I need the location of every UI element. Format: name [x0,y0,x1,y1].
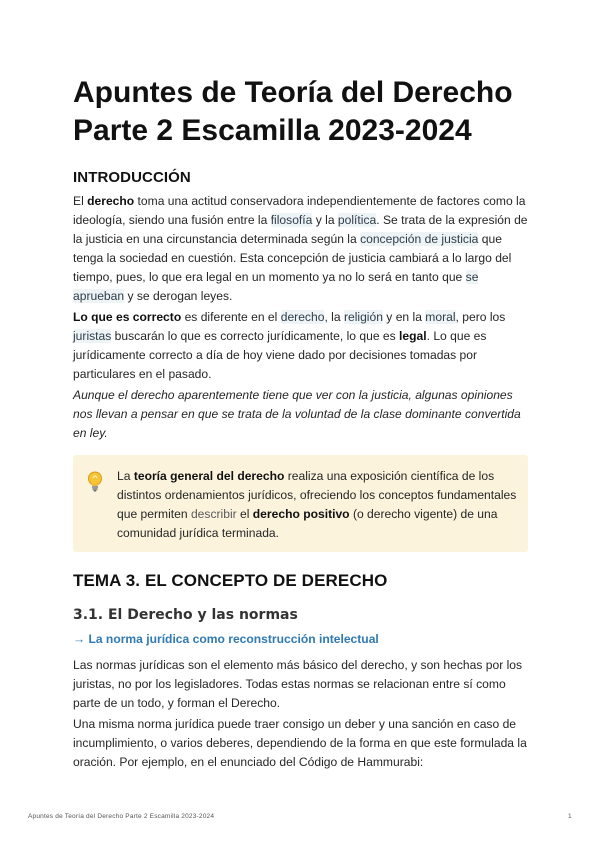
text: realiza una exposición científica de los distintos ordenamientos jurídicos, ofreciendo los conceptos fundamentales que permiten [117,469,517,521]
bold-term: derecho [87,194,135,208]
bold-term: Lo que es correcto [73,310,182,324]
document-title: Apuntes de Teoría del Derecho Parte 2 Escamilla 2023-2024 [73,76,513,147]
tema-heading: TEMA 3. EL CONCEPTO DE DERECHO [73,571,388,590]
paragraph-norma-juridica: Una misma norma jurídica puede traer consigo un deber y una sanción en caso de incumplimiento, o varios deberes, dependiendo de la forma en que este formulada la oración. Por ejemplo, en el enunciado del Código de Hammurabi: [73,717,527,769]
page-footer: Apuntes de Teoría del Derecho Parte 2 Escamilla 2023-2024 [28,813,215,820]
intro-heading: INTRODUCCIÓN [73,169,191,186]
highlight-term: moral [425,310,456,324]
text: que tenga la sociedad en cuestión. Esta concepción de justicia cambiará a lo largo del tiempo, pues, lo que era legal en un momento ya no lo será en tanto que [73,232,512,284]
bold-term: derecho positivo [252,507,350,521]
highlight-term: política [337,213,377,227]
section-subheading: 3.1. El Derecho y las normas [73,607,298,623]
text: y la [312,213,338,227]
text: . Lo que es jurídicamente correcto a día de hoy viene dado por decisiones tomadas por particulares en el pasado. [73,329,487,381]
text: y se derogan leyes. [124,289,233,303]
text: (o derecho vigente) de una comunidad jurídica terminada. [117,507,498,540]
text: , pero los [455,310,506,324]
text: La [117,469,134,483]
bold-term: legal [399,329,427,343]
highlight-term: filosofía [270,213,313,227]
text: y en la [382,310,426,324]
text: . Se trata de la expresión de la justicia en una circunstancia determinada según la [73,213,528,246]
highlight-term: concepción de justicia [360,232,479,246]
lightbulb-icon [87,471,103,493]
highlight-term: se aprueban [73,270,479,303]
highlight-term: religión [343,310,383,324]
section-link[interactable]: → La norma jurídica como reconstrucción intelectual [73,632,379,646]
muted-term: describir [190,507,237,521]
text: buscarán lo que es correcto jurídicamente, lo que es [111,329,400,343]
highlight-term: derecho [280,310,325,324]
text: es diferente en el [181,310,281,324]
paragraph-intro [73,192,529,306]
callout-text [117,467,521,543]
paragraph-normas: Las normas jurídicas son el elemento más básico del derecho, y son hechas por los juristas, no por los legisladores. Todas estas normas se relacionan entre sí como parte de un todo, y forman el Derecho. [73,658,523,710]
text: el [236,507,253,521]
callout-box [73,455,528,552]
paragraph-italic: Aunque el derecho aparentemente tiene que ver con la justicia, algunas opiniones nos llevan a pensar en que se trata de la voluntad de la clase dominante convertida en ley. [73,388,521,440]
text: , la [324,310,344,324]
paragraph-correcto [73,308,529,384]
text: El [73,194,88,208]
bold-term: teoría general del derecho [133,469,285,483]
page-number: 1 [568,813,572,820]
text: toma una actitud conservadora independientemente de factores como la ideología, siendo una fusión entre la [73,194,526,227]
highlight-term: juristas [73,329,112,343]
